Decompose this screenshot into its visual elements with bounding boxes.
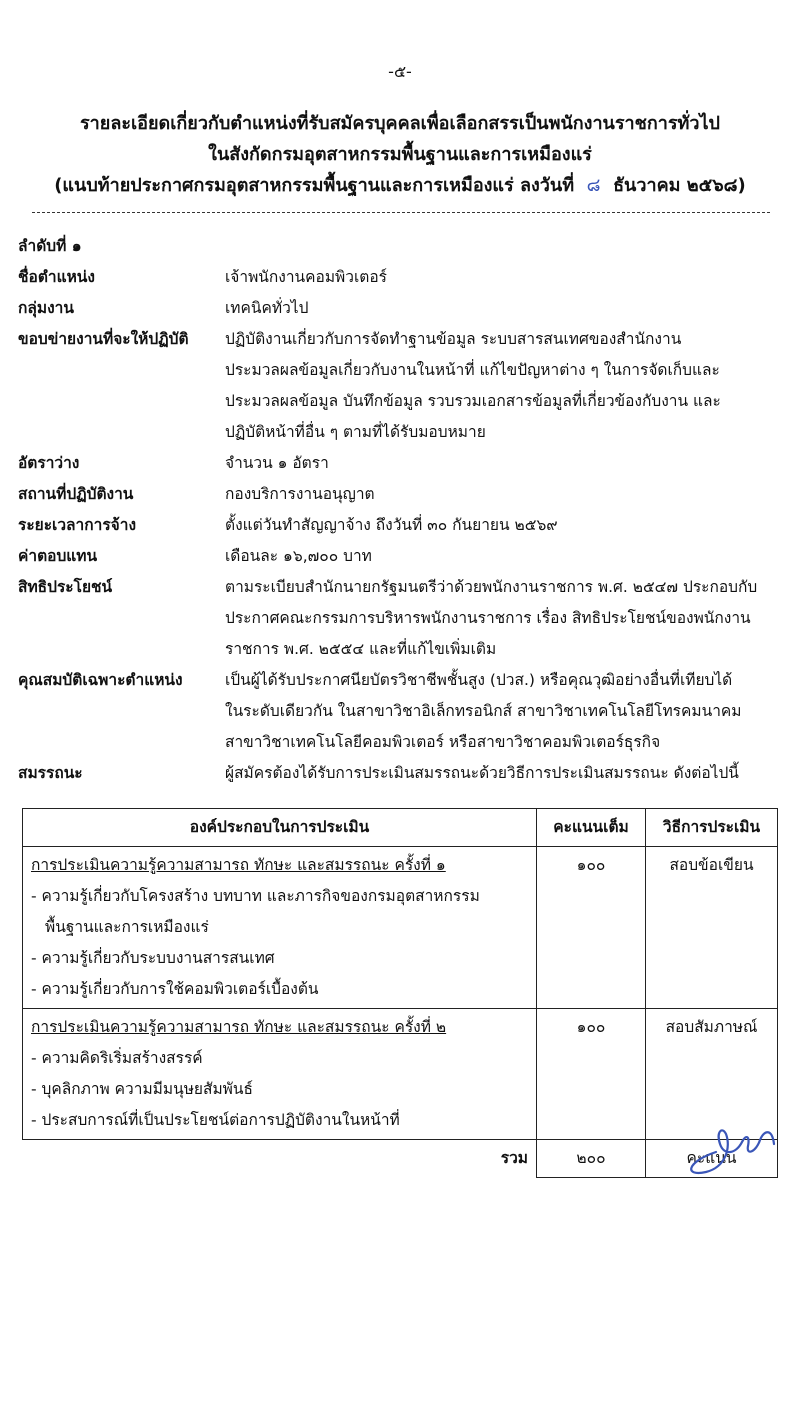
- field-value: ตามระเบียบสำนักนายกรัฐมนตรีว่าด้วยพนักงานราชการ พ.ศ. ๒๕๔๗ ประกอบกับ: [225, 578, 758, 596]
- title-line-2: ในสังกัดกรมอุตสาหกรรมพื้นฐานและการเหมืองแร่: [208, 144, 592, 165]
- page-number: -๕-: [388, 62, 412, 81]
- assessment-method: สอบสัมภาษณ์: [646, 1009, 778, 1140]
- field-label: [18, 727, 225, 758]
- title-day-handwritten: ๘: [586, 175, 601, 196]
- assessment-row: [23, 1009, 778, 1140]
- field-value: ในระดับเดียวกัน ในสาขาวิชาอิเล็กทรอนิกส์ สาขาวิชาเทคโนโลยีโทรคมนาคม: [225, 702, 742, 720]
- total-label: รวม: [500, 1149, 528, 1167]
- field-value: กองบริการงานอนุญาต: [225, 485, 375, 503]
- field-value: ตั้งแต่วันทำสัญญาจ้าง ถึงวันที่ ๓๐ กันยายน ๒๕๖๙: [225, 516, 558, 534]
- field-label: อัตราว่าง: [18, 454, 80, 472]
- field-label: ชื่อตำแหน่ง: [18, 268, 95, 286]
- field-value: เป็นผู้ได้รับประกาศนียบัตรวิชาชีพชั้นสูง (ปวส.) หรือคุณวุฒิอย่างอื่นที่เทียบได้: [225, 671, 733, 689]
- assessment-heading: การประเมินความรู้ความสามารถ ทักษะ และสมรรถนะ ครั้งที่ ๒: [31, 1018, 447, 1036]
- field-row: [18, 262, 788, 293]
- field-label: [18, 417, 225, 448]
- field-value: เทคนิคทั่วไป: [225, 299, 309, 317]
- field-label: ระยะเวลาการจ้าง: [18, 516, 137, 534]
- assessment-heading: การประเมินความรู้ความสามารถ ทักษะ และสมรรถนะ ครั้งที่ ๑: [31, 856, 446, 874]
- field-row: [18, 386, 788, 417]
- field-value: จำนวน ๑ อัตรา: [225, 454, 329, 472]
- field-row: [18, 293, 788, 324]
- assessment-item: - ความรู้เกี่ยวกับการใช้คอมพิวเตอร์เบื้องต้น: [31, 980, 319, 998]
- field-row: [18, 448, 788, 479]
- field-row: [18, 665, 788, 696]
- assessment-method: สอบข้อเขียน: [646, 847, 778, 1009]
- field-row: [18, 634, 788, 665]
- assessment-component: [23, 1009, 537, 1140]
- field-row: [18, 510, 788, 541]
- assessment-score: ๑๐๐: [537, 1009, 646, 1140]
- field-value: เดือนละ ๑๖,๗๐๐ บาท: [225, 547, 372, 565]
- assessment-item: - ความคิดริเริ่มสร้างสรรค์: [31, 1049, 203, 1067]
- assessment-item: - บุคลิกภาพ ความมีมนุษยสัมพันธ์: [31, 1080, 253, 1098]
- field-value: เจ้าพนักงานคอมพิวเตอร์: [225, 268, 387, 286]
- assessment-component: [23, 847, 537, 1009]
- header-full-score: คะแนนเต็ม: [537, 809, 646, 847]
- field-value: ประมวลผลข้อมูล บันทึกข้อมูล รวบรวมเอกสารข้อมูลที่เกี่ยวข้องกับงาน และ: [225, 392, 721, 410]
- field-row: [18, 758, 788, 789]
- field-label: [18, 603, 225, 634]
- field-row: [18, 696, 788, 727]
- assessment-item: พื้นฐานและการเหมืองแร่: [45, 918, 209, 936]
- field-row: [18, 355, 788, 386]
- assessment-score: ๑๐๐: [537, 847, 646, 1009]
- field-label: กลุ่มงาน: [18, 299, 74, 317]
- field-value: สาขาวิชาเทคโนโลยีคอมพิวเตอร์ หรือสาขาวิชาคอมพิวเตอร์ธุรกิจ: [225, 733, 661, 751]
- document-title: [0, 108, 800, 201]
- header-component: องค์ประกอบในการประเมิน: [23, 809, 537, 847]
- field-label: สถานที่ปฏิบัติงาน: [18, 485, 134, 503]
- order-label: ลำดับที่ ๑: [18, 237, 82, 255]
- field-label: ค่าตอบแทน: [18, 547, 98, 565]
- field-value: ปฏิบัติงานเกี่ยวกับการจัดทำฐานข้อมูล ระบบสารสนเทศของสำนักงาน: [225, 330, 682, 348]
- title-line-3-suffix: ธันวาคม ๒๕๖๘): [613, 175, 746, 196]
- total-score: ๒๐๐: [537, 1140, 646, 1178]
- field-value: ราชการ พ.ศ. ๒๕๕๔ และที่แก้ไขเพิ่มเติม: [225, 640, 497, 658]
- title-line-3: [0, 170, 800, 201]
- header-method: วิธีการประเมิน: [646, 809, 778, 847]
- assessment-item: - ความรู้เกี่ยวกับโครงสร้าง บทบาท และภารกิจของกรมอุตสาหกรรม: [31, 887, 480, 905]
- field-value: ประมวลผลข้อมูลเกี่ยวกับงานในหน้าที่ แก้ไขปัญหาต่าง ๆ ในการจัดเก็บและ: [225, 361, 720, 379]
- field-value: ประกาศคณะกรรมการบริหารพนักงานราชการ เรื่อง สิทธิประโยชน์ของพนักงาน: [225, 609, 751, 627]
- signature-initials: [676, 1122, 786, 1178]
- field-row: [18, 603, 788, 634]
- assessment-item: - ความรู้เกี่ยวกับระบบงานสารสนเทศ: [31, 949, 275, 967]
- assessment-table: [22, 808, 778, 1178]
- field-label: ขอบข่ายงานที่จะให้ปฏิบัติ: [18, 330, 189, 348]
- field-label: [18, 386, 225, 417]
- assessment-row: [23, 847, 778, 1009]
- field-label: สิทธิประโยชน์: [18, 578, 113, 596]
- field-row: [18, 324, 788, 355]
- field-label: [18, 355, 225, 386]
- field-row: [18, 572, 788, 603]
- title-line-3-prefix: (แนบท้ายประกาศกรมอุตสาหกรรมพื้นฐานและการเหมืองแร่ ลงวันที่: [54, 175, 575, 196]
- dashed-divider: [32, 212, 770, 213]
- field-row: [18, 727, 788, 758]
- field-label: [18, 634, 225, 665]
- field-label: สมรรถนะ: [18, 764, 83, 782]
- total-unit: คะแนน: [646, 1140, 778, 1178]
- position-details: [18, 231, 788, 789]
- field-row: [18, 541, 788, 572]
- field-value: ปฏิบัติหน้าที่อื่น ๆ ตามที่ได้รับมอบหมาย: [225, 423, 486, 441]
- field-row: [18, 417, 788, 448]
- field-value: ผู้สมัครต้องได้รับการประเมินสมรรถนะด้วยวิธีการประเมินสมรรถนะ ดังต่อไปนี้: [225, 764, 739, 782]
- assessment-item: - ประสบการณ์ที่เป็นประโยชน์ต่อการปฏิบัติงานในหน้าที่: [31, 1111, 400, 1129]
- field-row: [18, 479, 788, 510]
- title-line-1: รายละเอียดเกี่ยวกับตำแหน่งที่รับสมัครบุคคลเพื่อเลือกสรรเป็นพนักงานราชการทั่วไป: [80, 113, 720, 134]
- field-label: [18, 696, 225, 727]
- field-label: คุณสมบัติเฉพาะตำแหน่ง: [18, 671, 183, 689]
